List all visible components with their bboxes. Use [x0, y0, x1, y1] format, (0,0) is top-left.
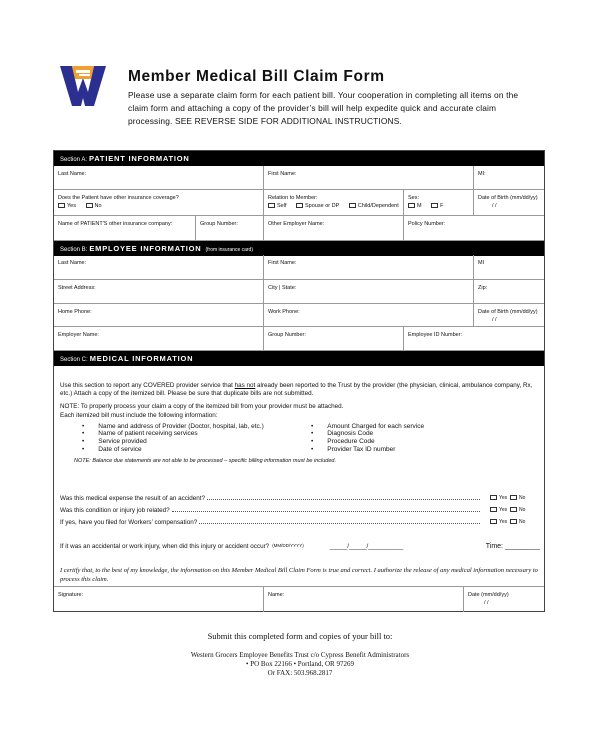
name-field[interactable]: Name: [264, 586, 464, 612]
section-c-header: Section C: MEDICAL INFORMATION [54, 351, 544, 366]
claim-form [53, 150, 545, 612]
list-item: • Provider Tax ID number [311, 446, 540, 454]
job-related-no-checkbox[interactable]: No [510, 507, 525, 513]
employee-mi-field[interactable]: MI [474, 255, 544, 280]
patient-mi-field[interactable]: MI: [474, 166, 544, 190]
accident-question: Was this medical expense the result of an accident? Yes No [60, 495, 526, 502]
coverage-yes-checkbox[interactable]: Yes [58, 203, 76, 209]
workers-comp-no-checkbox[interactable]: No [510, 519, 525, 525]
list-item: • Service provided [82, 438, 311, 446]
policy-number-field[interactable]: Policy Number: [404, 216, 544, 241]
city-state-field[interactable]: City | State: [264, 280, 474, 304]
relation-spouse-checkbox[interactable]: Spouse or DP [296, 203, 339, 209]
other-coverage-field [54, 190, 264, 216]
section-b-header: Section B: EMPLOYEE INFORMATION (from insurance card) [54, 241, 544, 256]
patient-first-name-field[interactable]: First Name: [264, 166, 474, 190]
other-insurance-company-field[interactable]: Name of PATIENT'S other insurance company: [54, 216, 196, 241]
list-item: • Name and address of Provider (Doctor, hospital, lab, etc.) [82, 423, 311, 431]
job-related-yes-checkbox[interactable]: Yes [490, 507, 507, 513]
injury-time-field[interactable]: Time: _________ [485, 543, 540, 550]
list-item: • Amount Charged for each service [311, 423, 540, 431]
sex-f-checkbox[interactable]: F [431, 203, 443, 209]
signature-field[interactable]: Signature: [54, 586, 264, 612]
relation-label: Relation to Member: [268, 195, 318, 201]
work-phone-field[interactable]: Work Phone: [264, 304, 474, 327]
intro-text: Please use a separate claim form for each patient bill. Your cooperation in completing all items on the claim form and attaching a copy of the provider’s bill will help expedite quick and accurate claim processing. SEE REVERSE SIDE FOR ADDITIONAL INSTRUCTIONS. [128, 90, 519, 126]
section-a-header: Section A: PATIENT INFORMATION [54, 151, 544, 166]
relation-self-checkbox[interactable]: Self [268, 203, 286, 209]
employee-last-name-field[interactable]: Last Name: [54, 255, 264, 280]
coverage-no-checkbox[interactable]: No [86, 203, 102, 209]
employee-dob-field[interactable]: Date of Birth (mm/dd/yy) / / [474, 304, 544, 327]
other-coverage-label: Does the Patient have other insurance coverage? [58, 195, 179, 201]
zip-field[interactable]: Zip: [474, 280, 544, 304]
patient-last-name-field[interactable]: Last Name: [54, 166, 264, 190]
employee-first-name-field[interactable]: First Name: [264, 255, 474, 280]
list-item: • Procedure Code [311, 438, 540, 446]
form-title: Member Medical Bill Claim Form [128, 68, 385, 85]
required-info-list [82, 423, 540, 454]
patient-dob-field[interactable]: Date of Birth (mm/dd/yy) / / [474, 190, 544, 216]
relation-field [264, 190, 404, 216]
sex-field [404, 190, 474, 216]
list-item: • Date of service [82, 446, 311, 454]
workers-comp-question: If yes, have you filed for Workers’ compensation? Yes No [60, 519, 526, 526]
certification-text: I certify that, to the best of my knowledge, the information on this Member Medical Bill Claim Form is true and correct. I authorize the release of any medical information necessary to process this claim. [60, 567, 538, 583]
home-phone-field[interactable]: Home Phone: [54, 304, 264, 327]
sex-m-checkbox[interactable]: M [408, 203, 422, 209]
sign-date-field[interactable]: Date (mm/dd/yy) / / [464, 586, 544, 612]
injury-date-question: If it was an accidental or work injury, when did this injury or accident occur? (MM/DD/YYYY) _____/_____/__________ Time: _________ [60, 543, 540, 550]
employee-group-number-field[interactable]: Group Number: [264, 327, 404, 351]
list-item: • Name of patient receiving services [82, 430, 311, 438]
medical-instructions: Use this section to report any COVERED provider service that has not already been reported to the Trust by the provider (the physician, clinical, ambulance company, Rx, etc.) Attach a copy of the itemized bill. Please be sure that duplicate bills are not submitted. NOTE: To properly process your claim a copy of the itemized bill from your provider must be attached. Each itemized bill must include the following information: • Name and address of Provider (Doctor, hospital, lab, etc.) • Name of patient receiving services • Service provided • Date of service • Amount Charged for each service • Diagnosis Code • Procedure Code • Provider Tax ID number NOTE: Balance due statements are not able to be processed – specific billing information must be included. [60, 382, 540, 466]
list-item: • Diagnosis Code [311, 430, 540, 438]
mailing-address: Western Grocers Employee Benefits Trust c/o Cypress Benefit Administrators • PO Box 22166 • Portland, OR 97269 Or FAX: 503.968.2817 [190, 651, 410, 677]
accident-no-checkbox[interactable]: No [510, 495, 525, 501]
job-related-question: Was this condition or injury job related? Yes No [60, 507, 526, 514]
patient-group-number-field[interactable]: Group Number: [196, 216, 264, 241]
company-logo [60, 62, 106, 108]
street-address-field[interactable]: Street Address: [54, 280, 264, 304]
employer-name-field[interactable]: Employer Name: [54, 327, 264, 351]
injury-date-field[interactable]: _____/_____/__________ [329, 543, 404, 550]
other-employer-field[interactable]: Other Employer Name: [264, 216, 404, 241]
employee-id-field[interactable]: Employee ID Number: [404, 327, 544, 351]
relation-child-checkbox[interactable]: Child/Dependent [349, 203, 399, 209]
workers-comp-yes-checkbox[interactable]: Yes [490, 519, 507, 525]
submit-instructions: Submit this completed form and copies of your bill to: [207, 631, 393, 641]
sex-label: Sex: [408, 195, 420, 201]
accident-yes-checkbox[interactable]: Yes [490, 495, 507, 501]
